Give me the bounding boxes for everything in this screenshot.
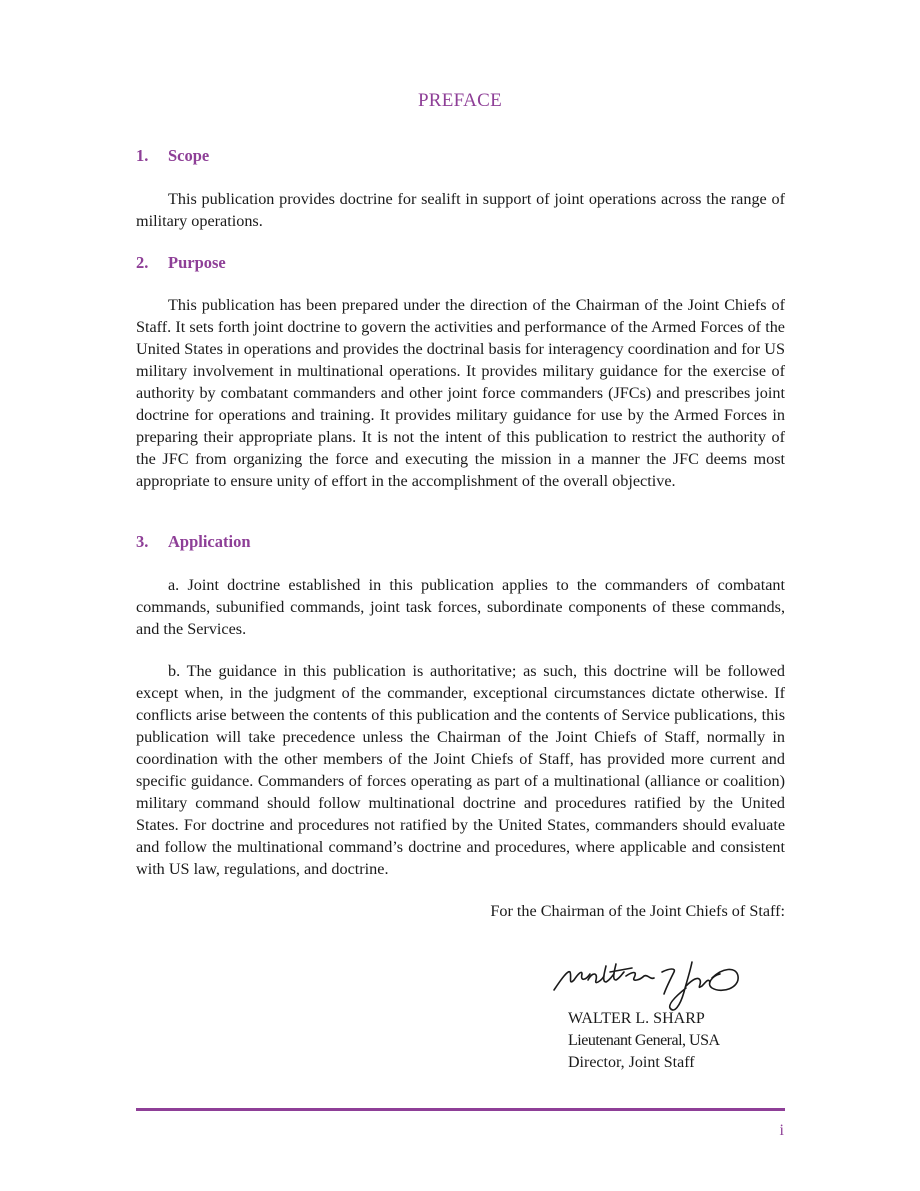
section-number: 3.	[136, 532, 149, 551]
application-paragraph-a: a. Joint doctrine established in this publication applies to the commanders of combatant commands, subunified commands, joint task forces, subordinate components of these commands, and the Services.	[136, 576, 785, 638]
section-heading-application	[136, 532, 251, 552]
page-number: i	[779, 1122, 784, 1139]
section-number: 2.	[136, 253, 149, 272]
signer-position: Director, Joint Staff	[568, 1054, 695, 1071]
closing-line: For the Chairman of the Joint Chiefs of Staff:	[490, 902, 785, 920]
scope-paragraph: This publication provides doctrine for sealift in support of joint operations across the range of military operations.	[136, 190, 785, 230]
section-heading-purpose	[136, 253, 226, 273]
footer-divider	[136, 1108, 785, 1111]
signer-block	[568, 1008, 720, 1074]
purpose-paragraph: This publication has been prepared under the direction of the Chairman of the Joint Chiefs of Staff. It sets forth joint doctrine to govern the activities and performance of the Armed Forces of the United States in operations and provides the doctrinal basis for interagency coordination and for US military involvement in multinational operations. It provides military guidance for the exercise of authority by combatant commanders and other joint force commanders (JFCs) and prescribes joint doctrine for operations and training. It provides military guidance for use by the Armed Forces in preparing their appropriate plans. It is not the intent of this publication to restrict the authority of the JFC from organizing the force and executing the mission in a manner the JFC deems most appropriate to ensure unity of effort in the accomplishment of the overall objective.	[136, 296, 785, 490]
section-number: 1.	[136, 146, 149, 165]
section-heading-scope	[136, 146, 209, 166]
signer-rank: Lieutenant General, USA	[568, 1032, 720, 1049]
signer-name: WALTER L. SHARP	[568, 1010, 705, 1027]
section-title: Purpose	[168, 253, 226, 272]
page-title: PREFACE	[417, 90, 503, 111]
application-paragraph-b: b. The guidance in this publication is authoritative; as such, this doctrine will be followed except when, in the judgment of the commander, exceptional circumstances dictate otherwise. If conflicts arise between the contents of this publication and the contents of Service publications, this publication will take precedence unless the Chairman of the Joint Chiefs of Staff, normally in coordination with the other members of the Joint Chiefs of Staff, has provided more current and specific guidance. Commanders of forces operating as part of a multinational (alliance or coalition) military command should follow multinational doctrine and procedures ratified by the United States. For doctrine and procedures not ratified by the United States, commanders should evaluate and follow the multinational command’s doctrine and procedures, where applicable and consistent with US law, regulations, and doctrine.	[136, 662, 785, 878]
section-title: Application	[168, 532, 251, 551]
section-title: Scope	[168, 146, 210, 165]
